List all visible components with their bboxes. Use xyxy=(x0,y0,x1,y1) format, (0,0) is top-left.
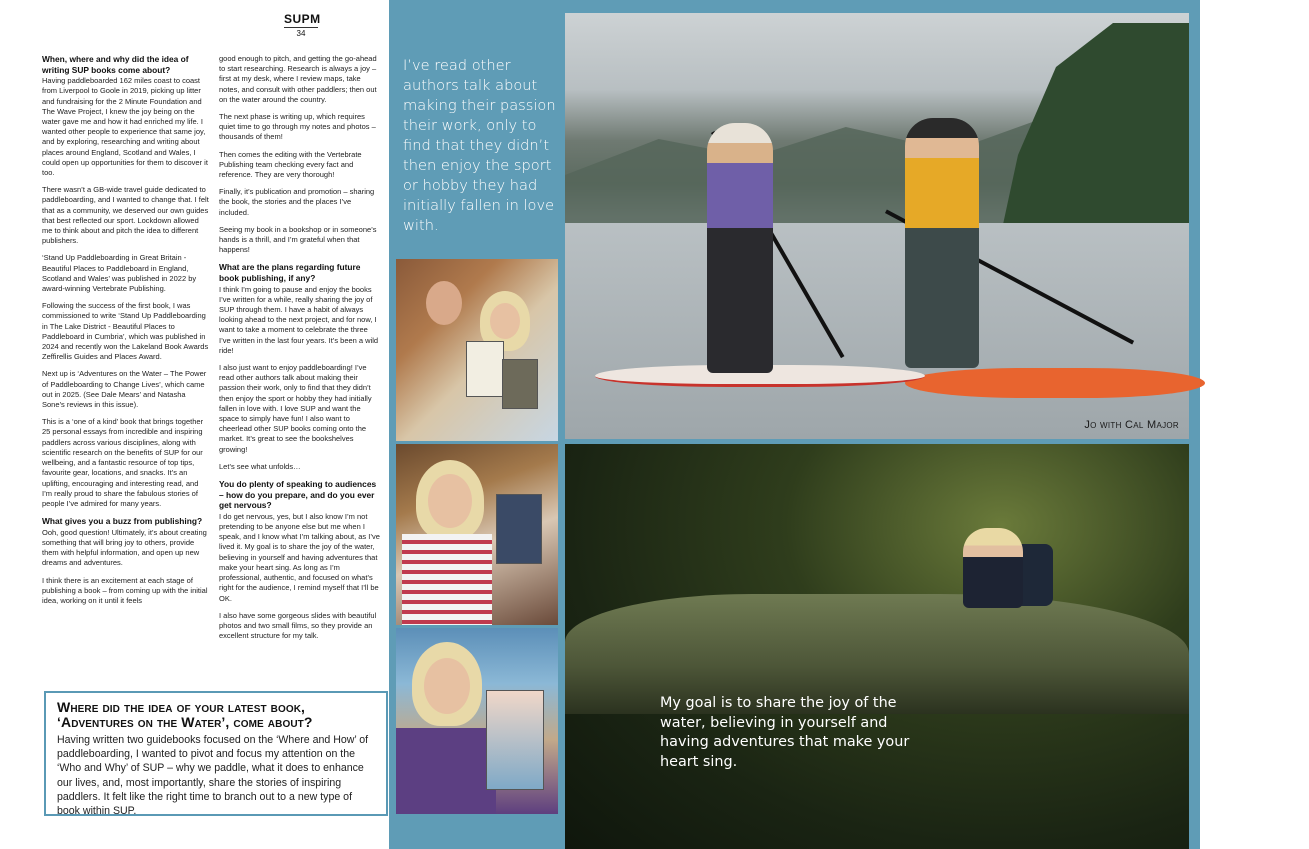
pull-quote-top: I’ve read other authors talk about making their passion their work, only to find that they didn’t then enjoy the sport or hobby they had initially fallen in love with. xyxy=(403,57,556,234)
right-page xyxy=(389,0,1309,849)
paragraph: Next up is ‘Adventures on the Water – The Power of Paddleboarding to Change Lives’, which came out in 2025. (See Dale Mears’ and Natasha Sone’s reviews in this issue). xyxy=(42,369,207,410)
paragraph: Following the success of the first book, I was commissioned to write ‘Stand Up Paddleboarding in The Lake District - Beautiful Places to Paddleboard in Cumbria’, which was published in 2024 and recently won the Lakeland Book Awards Zeffirellis Guides and Places Award. xyxy=(42,301,209,362)
folio-left xyxy=(284,12,321,38)
paragraph: Ooh, good question! Ultimately, it’s about creating something that will bring joy to others, provide them with helpful information, and open up new dreams and adventures. xyxy=(42,527,207,568)
magazine-logo: SUPM xyxy=(284,12,321,26)
paragraph: Finally, it’s publication and promotion – sharing the book, the stories and the places I’ve included. xyxy=(219,187,375,217)
coastal-selfie-photo xyxy=(396,628,558,814)
woman-face xyxy=(428,474,472,528)
section-heading: What gives you a buzz from publishing? xyxy=(42,516,203,527)
paragraph: Having paddleboarded 162 miles coast to coast from Liverpool to Goole in 2019, picking up litter and fundraising for the 2 Minute Foundation and The Wave Project, I knew the joy being on the water gave me and how it had enriched my life. I wanted other people to experience that same joy, and by exploring, researching and writing about places around England, Scotland and Wales, I could open up opportunities for them to discover it too. xyxy=(42,76,208,178)
paragraph: Let’s see what unfolds… xyxy=(219,461,301,471)
book-cover xyxy=(496,494,542,564)
paragraph: good enough to pitch, and getting the go-ahead to start researching. Research is always a joy – first at my desk, where I review maps, take notes, and consult with other paddlers; then out on the water around the country. xyxy=(219,54,377,104)
boxout-body: Having written two guidebooks focused on the ‘Where and How’ of paddleboarding, I wanted to pivot and focus my attention on the ‘Who and Why’ of SUP – why we paddle, what it does to enhance our lives, and, most importantly, share the stories of inspiring paddlers. It felt like the right time to branch out to a new type of book within SUP. xyxy=(57,734,369,818)
paddleboard-orange xyxy=(905,368,1205,398)
paragraph: ‘Stand Up Paddleboarding in Great Britain - Beautiful Places to Paddleboard in England, Scotland and Wales’ was published in 2022 by award-winning Vertebrate Publishing. xyxy=(42,253,197,294)
hiker-jo xyxy=(963,528,1023,608)
page-number: 34 xyxy=(284,27,318,38)
section-heading: What are the plans regarding future book publishing, if any? xyxy=(219,262,361,284)
boxout-heading: Where did the idea of your latest book, ‘Adventures on the Water’, come about? xyxy=(57,699,313,730)
paragraph: Then comes the editing with the Vertebrate Publishing team checking every fact and reference. They are very thorough! xyxy=(219,149,362,180)
article-column-2 xyxy=(219,54,381,648)
page-number: 35 xyxy=(1272,27,1306,38)
book-cover xyxy=(466,341,504,397)
photo-caption: Jo with Cal Major xyxy=(1084,419,1179,431)
section-heading: When, where and why did the idea of writing SUP books come about? xyxy=(42,54,189,75)
paragraph: I think there is an excitement at each stage of publishing a book – from coming up with the initial idea, working on it until it feels xyxy=(42,575,208,605)
book-cover xyxy=(502,359,538,409)
purple-top xyxy=(396,728,496,814)
paragraph: I also just want to enjoy paddleboarding! I’ve read other authors talk about making their passion their work, only to find that they didn’t then enjoy the sport or hobby they had initially fallen in love with. I love SUP and want the space to simply have fun! I also want to cheerlead other SUP books coming onto the market. It’s great to see the bookshelves growing! xyxy=(219,363,372,454)
paddler-jo xyxy=(707,123,773,373)
lake-water xyxy=(565,223,1189,439)
woman-face xyxy=(490,303,520,339)
boxout xyxy=(44,691,388,816)
paragraph: Seeing my book in a bookshop or in someone’s hands is a thrill, and I’m grateful when that happens! xyxy=(219,224,377,255)
article-column-1 xyxy=(42,54,210,613)
paragraph: I think I’m going to pause and enjoy the books I’ve written for a while, really sharing the joy of SUP through them. I have a habit of always looking ahead to the next project, and for now, I want to take a moment to celebrate the three I’ve written in the last four years. It’s been a wild ride! xyxy=(219,284,379,355)
paragraph: The next phase is writing up, which requires quiet time to go through my notes and photos – thousands of them! xyxy=(219,112,376,142)
section-heading: You do plenty of speaking to audiences – how do you prepare, and do you ever get nervous? xyxy=(219,479,377,511)
paddler-cal xyxy=(905,118,979,368)
man-face xyxy=(426,281,462,325)
striped-top xyxy=(402,534,492,625)
paragraph: I also have some gorgeous slides with beautiful photos and two small films, so they provide an excellent structure for my talk. xyxy=(219,610,377,641)
paragraph: There wasn’t a GB-wide travel guide dedicated to paddleboarding, and I wanted to change that. I felt that as a community, we deserved our own guides that best reflected our sport. Lockdown allowed me to think about and pitch the idea to different publishers. xyxy=(42,185,209,246)
magazine-logo: SUPM xyxy=(1272,12,1309,26)
book-cover xyxy=(486,690,544,790)
paragraph: This is a ‘one of a kind’ book that brings together 25 personal essays from incredible and inspiring paddlers across various disciplines, along with scientific research on the benefits of SUP for our wellbeing, and a fantastic resource of top tips, favourite gear, locations, and snacks. It’s an uplifting, encouraging and interesting read, and I’m really proud to share the fabulous stories of people I’ve admired for many years. xyxy=(42,417,204,508)
bookshop-selfie-photo xyxy=(396,444,558,625)
left-page xyxy=(0,0,389,849)
tree-shape xyxy=(999,23,1189,243)
book-launch-photo xyxy=(396,259,558,441)
pull-quote-bottom: My goal is to share the joy of the water, believing in yourself and having adventures that make your heart sing. xyxy=(660,695,910,770)
paragraph: I do get nervous, yes, but I also know I’m not pretending to be anyone else but me when I speak, and I know what I’m talking about, as I’ve lived it. My goal is to share the joy of the water, believing in yourself and having adventures that make your heart sing. As long as I’m professional, authentic, and focused on what’s right for the audience, I remind myself that I’ll be OK. xyxy=(219,511,380,603)
woman-face xyxy=(424,658,470,714)
paddleboarding-photo xyxy=(565,13,1189,439)
folio-right xyxy=(1272,12,1309,38)
forest-bridge-photo xyxy=(565,444,1189,849)
